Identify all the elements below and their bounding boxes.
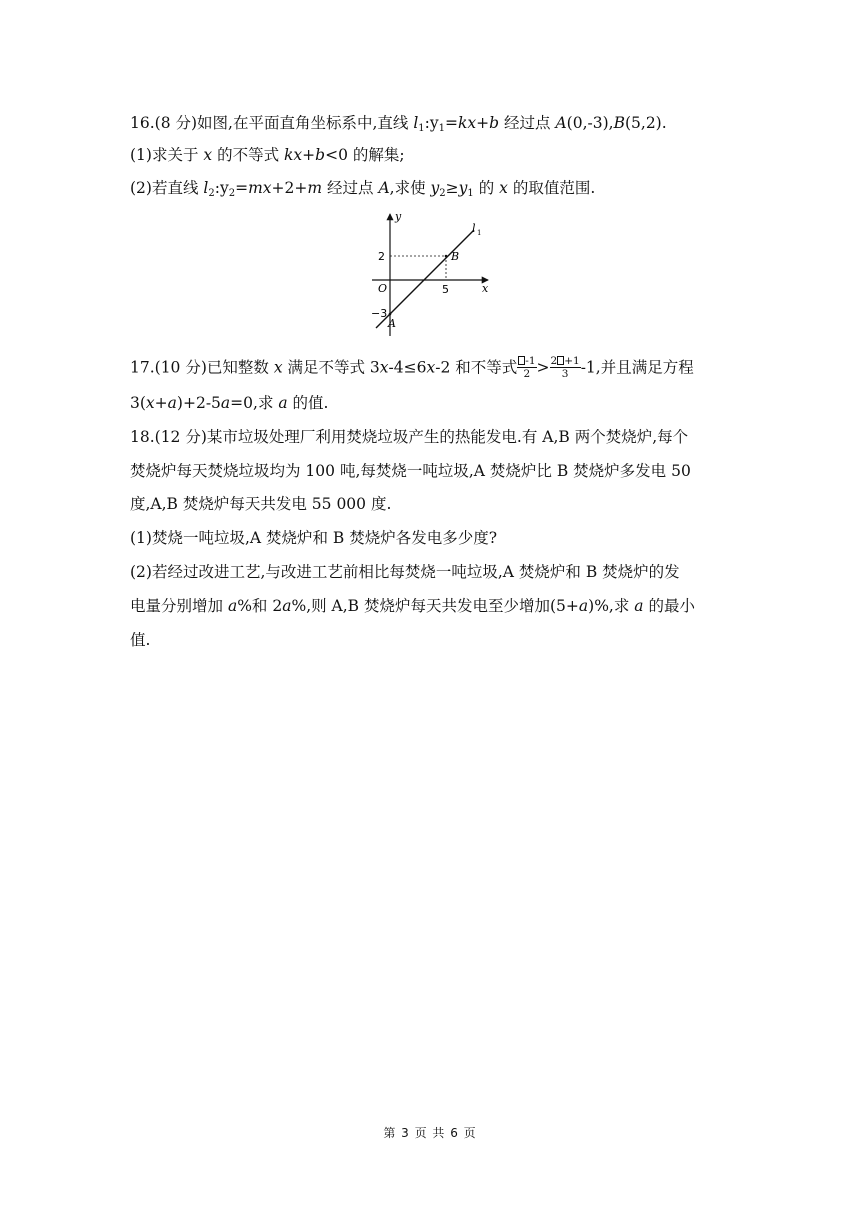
q17-stem: 17.(10 分)已知整数 x 满足不等式 3x-4≤6x-2 和不等式 $\frac{-1}{2}$ > $\frac{2 +1}{3}$ -1,并且满足方程 — [130, 355, 694, 380]
q18-part2-line3: 值. — [130, 631, 151, 649]
coordinate-figure — [366, 210, 496, 340]
q16-stem: 16.(8 分)如图,在平面直角坐标系中,直线 $l_1:y_1=kx+b$ 经过点 A(0,-3),B(5,2). — [130, 114, 667, 134]
fraction-2: $\frac{2 +1}{3}$ — [550, 355, 580, 380]
point-A-label: A — [388, 317, 396, 330]
x-axis-label: x — [482, 282, 489, 295]
tick-label-2: 2 — [378, 250, 385, 263]
page-footer: 第 3 页 共 6 页 — [383, 1126, 477, 1140]
point-A-dot — [389, 313, 392, 316]
origin-label: O — [378, 282, 388, 295]
q17-line2: 3(x+a)+2-5a=0,求 a 的值. — [130, 394, 329, 412]
fraction-1: $\frac{-1}{2}$ — [517, 355, 536, 380]
q16-part1: (1)求关于 x 的不等式 kx+b<0 的解集; — [130, 146, 405, 164]
y-axis-label: y — [395, 210, 402, 223]
tick-label-5: 5 — [442, 283, 449, 296]
line-l1-sub: 1 — [477, 229, 482, 237]
point-B-label: B — [451, 250, 460, 263]
tick-label-neg3: −3 — [371, 307, 388, 320]
q18-part2-line1: (2)若经过改进工艺,与改进工艺前相比每焚烧一吨垃圾,A 焚烧炉和 B 焚烧炉的发 — [130, 563, 680, 581]
q18-line3: 度,A,B 焚烧炉每天共发电 55 000 度. — [130, 495, 392, 513]
q16-part2: (2)若直线 $l_2:y_2=mx+2+m$ 经过点 A,求使 $y_2\ge y_1$ 的 x 的取值范围. — [130, 179, 596, 199]
q18-line1: 18.(12 分)某市垃圾处理厂利用焚烧垃圾产生的热能发电.有 A,B 两个焚烧炉,每个 — [130, 428, 689, 446]
q18-line2: 焚烧炉每天焚烧垃圾均为 100 吨,每焚烧一吨垃圾,A 焚烧炉比 B 焚烧炉多发电 50 — [130, 462, 691, 480]
point-B-dot — [445, 255, 448, 258]
line-l1-label: l — [472, 222, 476, 235]
q18-part2-line2: 电量分别增加 a%和 2a%,则 A,B 焚烧炉每天共发电至少增加(5+a)%,求 a 的最小 — [130, 597, 695, 615]
q18-part1: (1)焚烧一吨垃圾,A 焚烧炉和 B 焚烧炉各发电多少度? — [130, 529, 498, 547]
